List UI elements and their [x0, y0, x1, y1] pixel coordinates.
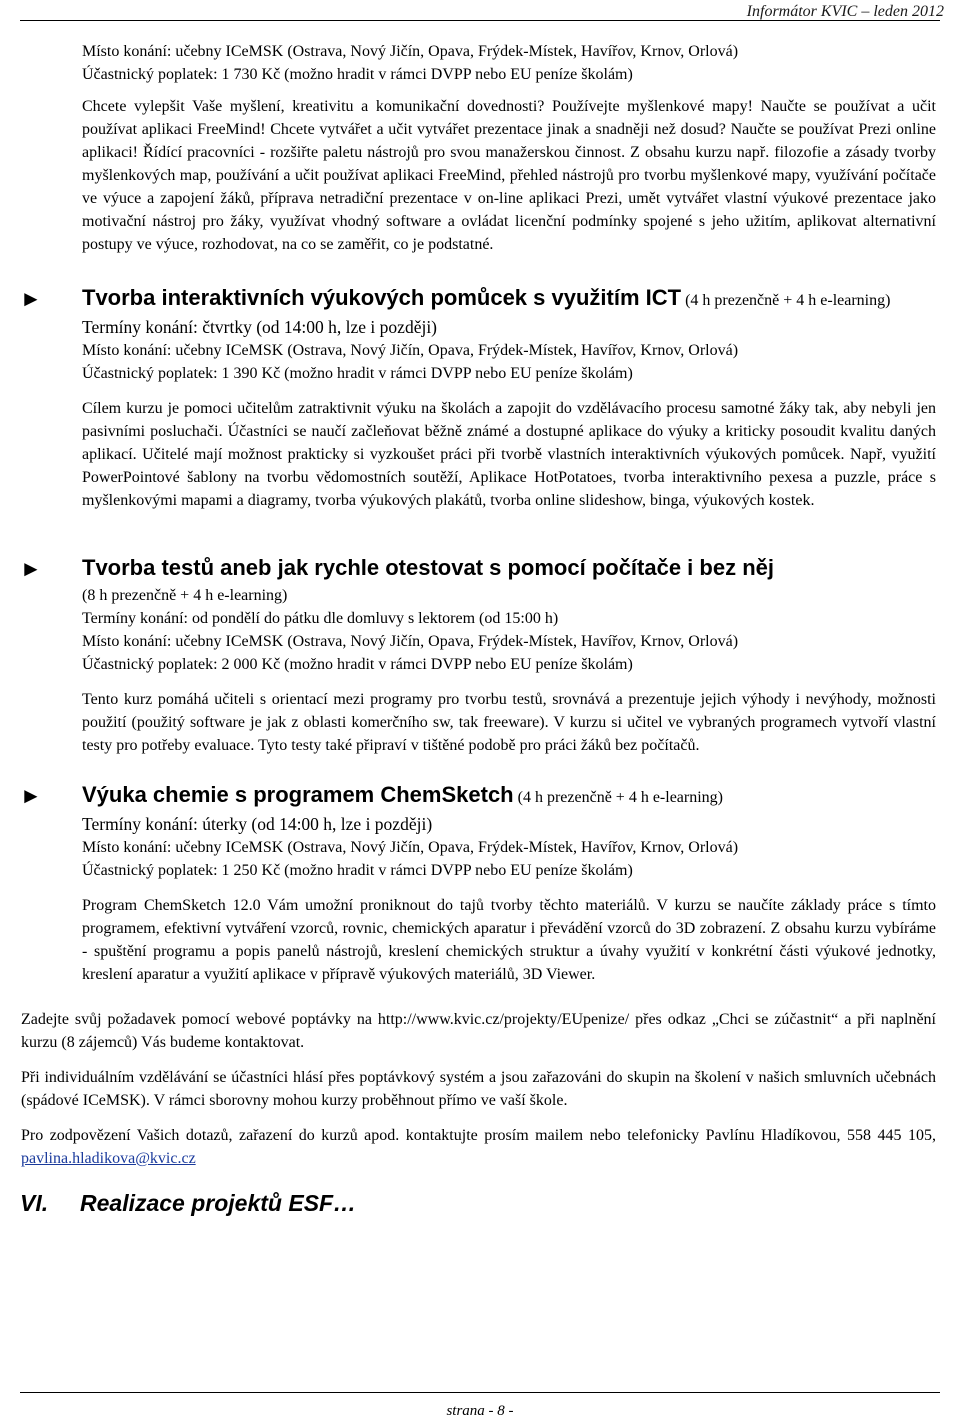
course-description: Tento kurz pomáhá učiteli s orientací mezi programy pro tvorbu testů, srovnává a prezentuje jejich výhody i nevýhody, možnosti použití (použitý software je jak z oblasti komerčního sw, tak freeware). V kurzu si učitel ve vybraných programech vytvoří vlastní testy pro potřeby evaluace. Tyto testy také připraví v tištěné podobě pro práci žáků bez počítačů. — [82, 691, 936, 754]
course-fee: Účastnický poplatek: 1 390 Kč (možno hradit v rámci DVPP nebo EU peníze školám) — [82, 365, 633, 382]
bullet-arrow-icon: ► — [20, 556, 42, 581]
contact-email-link[interactable]: pavlina.hladikova@kvic.cz — [21, 1150, 196, 1167]
contact-text: Pro zodpovězení Vašich dotazů, zařazení do kurzů apod. kontaktujte prosím mailem nebo telefonicky Pavlínu Hladíkovou, 558 445 105, — [21, 1127, 936, 1144]
course-place: Místo konání: učebny ICeMSK (Ostrava, Nový Jičín, Opava, Frýdek-Místek, Havířov, Krnov, Orlová) — [82, 342, 739, 359]
closing-block — [21, 1008, 936, 1170]
running-header: Informátor KVIC – leden 2012 — [746, 3, 944, 20]
course-hours: (8 h prezenčně + 4 h e-learning) — [82, 587, 288, 604]
course-heading — [82, 555, 936, 584]
section-heading — [20, 1192, 356, 1215]
course-block-chemsketch — [82, 782, 936, 986]
course-dates: Termíny konání: od pondělí do pátku dle domluvy s lektorem (od 15:00 h) — [82, 610, 559, 627]
course-block-ict — [82, 285, 936, 512]
section-title: Realizace projektů ESF… — [80, 1190, 357, 1216]
course-title: Tvorba testů aneb jak rychle otestovat s pomocí počítače i bez něj — [82, 555, 774, 580]
course-heading — [82, 782, 936, 811]
course-place: Místo konání: učebny ICeMSK (Ostrava, Nový Jičín, Opava, Frýdek-Místek, Havířov, Krnov, Orlová) — [82, 839, 739, 856]
course-dates: Termíny konání: úterky (od 14:00 h, lze i později) — [82, 814, 433, 834]
closing-individual: Při individuálním vzdělávání se účastníci hlásí přes poptávkový systém a jsou zařazováni do skupin na školení v našich smluvních učebnách (spádové ICeMSK). V rámci sborovny mohou kurzy proběhnout přímo ve vaší škole. — [21, 1069, 936, 1109]
course-hours: (4 h prezenčně + 4 h e-learning) — [517, 789, 723, 806]
course-hours: (4 h prezenčně + 4 h e-learning) — [685, 292, 891, 309]
page-number: strana - 8 - — [446, 1403, 514, 1419]
course-description: Cílem kurzu je pomoci učitelům zatraktivnit výuku na školách a zapojit do vzdělávacího procesu samotné žáky tak, aby nebyli jen pasivními posluchači. Účastníci se naučí začleňovat běžně známé a dostupné aplikace do výuky a kriticky posoudit kvalitu daných aplikací. Učitelé mají možnost prakticky si vyzkoušet práci při tvorbě vlastních interaktivních výukových pomůcek. Např, využití PowerPointové šablony na tvorbu vědomostních soutěží, Aplikace HotPotatoes, tvorba interaktivního pexesa a puzzle, práce s myšlenkovými mapami a diagramy, tvorba výukových plakátů, tvorba online slideshow, binga, výukových kostek. — [82, 400, 936, 509]
closing-registration: Zadejte svůj požadavek pomocí webové poptávky na http://www.kvic.cz/projekty/EUpenize/ přes odkaz „Chci se zúčastnit“ a při naplnění kurzu (8 zájemců) Vás budeme kontaktovat. — [21, 1011, 936, 1051]
course-heading — [82, 285, 936, 314]
course-title: Výuka chemie s programem ChemSketch — [82, 782, 514, 807]
course-place: Místo konání: učebny ICeMSK (Ostrava, Nový Jičín, Opava, Frýdek-Místek, Havířov, Krnov, Orlová) — [82, 633, 739, 650]
closing-contact — [21, 1124, 936, 1170]
top-course-block — [82, 40, 936, 256]
footer-rule — [20, 1392, 940, 1393]
course-description: Program ChemSketch 12.0 Vám umožní proniknout do tajů tvorby těchto materiálů. V kurzu se naučíte základy práce s tímto programem, efektivní vytváření vzorců, rovnic, chemických aparatur i převádění vzorců do 3D zobrazení. Z obsahu kurzu vybíráme - spuštění programu a popis panelů nástrojů, kreslení chemických struktur a úvahy využití v konkrétní části výukové jednotky, kreslení aparatur a využití aplikace v přípravě výukových materiálů, 3D Viewer. — [82, 897, 936, 983]
course-dates: Termíny konání: čtvrtky (od 14:00 h, lze i později) — [82, 317, 438, 337]
course-fee: Účastnický poplatek: 1 730 Kč (možno hradit v rámci DVPP nebo EU peníze školám) — [82, 66, 633, 83]
course-title: Tvorba interaktivních výukových pomůcek s využitím ICT — [82, 285, 682, 310]
course-fee: Účastnický poplatek: 1 250 Kč (možno hradit v rámci DVPP nebo EU peníze školám) — [82, 862, 633, 879]
bullet-arrow-icon: ► — [20, 783, 42, 808]
bullet-arrow-icon: ► — [20, 286, 42, 311]
section-number: VI. — [20, 1190, 49, 1216]
course-block-tests — [82, 555, 936, 757]
header-rule — [20, 20, 940, 21]
course-description: Chcete vylepšit Vaše myšlení, kreativitu a komunikační dovednosti? Používejte myšlenkové mapy! Naučte se používat a učit používat aplikaci FreeMind! Chcete vytvářet a učit vytvářet prezentace jinak a snadněji než dosud? Naučte se používat Prezi online aplikaci! Řídící pracovníci - rozšiřte paletu nástrojů pro svou manažerskou činnost. Z obsahu kurzu např. filozofie a zásady tvorby myšlenkových map, používání a učit používat aplikaci FreeMind, přehled nástrojů pro tvorbu myšlenkové mapy, využívání počítače ve výuce a zapojení žáků, příprava netradiční prezentace v on-line aplikaci Prezi, umět vytvářet vlastní výukové prezentace jako motivační nástroj pro žáky, využívat vhodný software a ovládat licenční podmínky spojené s jeho užitím, aplikovat alternativní postupy ve výuce, rozhodovat, na co se zaměřit, co je podstatné. — [82, 98, 936, 253]
course-place: Místo konání: učebny ICeMSK (Ostrava, Nový Jičín, Opava, Frýdek-Místek, Havířov, Krnov, Orlová) — [82, 43, 739, 60]
course-fee: Účastnický poplatek: 2 000 Kč (možno hradit v rámci DVPP nebo EU peníze školám) — [82, 656, 633, 673]
